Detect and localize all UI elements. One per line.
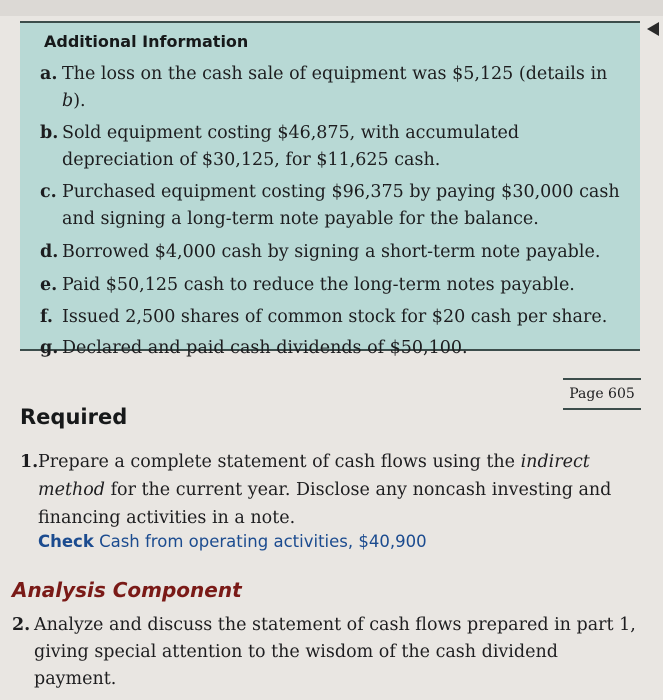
info-item-letter: c. xyxy=(40,182,57,202)
info-title: Additional Information xyxy=(44,32,249,51)
analysis-item-text: Analyze and discuss the statement of cash flows prepared in part 1, giving special attention to the wisdom of the cash dividend payment. xyxy=(34,615,636,689)
required-item-text xyxy=(20,448,620,532)
check-text: Cash from operating activities, $40,900 xyxy=(99,532,427,551)
info-item-a xyxy=(40,61,630,115)
info-item-letter: d. xyxy=(40,242,59,262)
info-item-text: Declared and paid cash dividends of $50,100. xyxy=(62,338,468,358)
required-text-part: for the current year. Disclose any noncash investing and financing activities in a note. xyxy=(38,480,612,528)
required-item-1 xyxy=(20,448,620,532)
info-item-f xyxy=(40,304,630,331)
info-item-text: Sold equipment costing $46,875, with accumulated depreciation of $30,125, for $11,625 cash. xyxy=(62,123,520,170)
required-heading: Required xyxy=(20,405,128,429)
info-item-text: The loss on the cash sale of equipment was $5,125 (details in b). xyxy=(62,64,608,111)
info-item-letter: a. xyxy=(40,64,58,84)
check-label: Check xyxy=(38,532,94,551)
required-text-italic: indirect method xyxy=(38,452,590,500)
page-reference: Page 605 xyxy=(563,378,641,410)
additional-information-box xyxy=(20,21,640,358)
info-item-text: Issued 2,500 shares of common stock for $20 cash per share. xyxy=(62,307,608,327)
analysis-item-2 xyxy=(12,612,642,693)
info-item-c xyxy=(40,179,630,233)
info-item-letter: e. xyxy=(40,275,58,295)
info-item-letter: g. xyxy=(40,338,59,358)
info-item-text: Paid $50,125 cash to reduce the long-term notes payable. xyxy=(62,275,575,295)
info-item-b xyxy=(40,120,630,174)
info-item-letter: b. xyxy=(40,123,59,143)
analysis-item-number: 2. xyxy=(12,615,31,635)
info-item-d xyxy=(40,239,630,266)
info-item-text: Borrowed $4,000 cash by signing a short-term note payable. xyxy=(62,242,601,262)
required-item-number: 1. xyxy=(20,452,39,472)
info-item-letter: f. xyxy=(40,307,53,327)
analysis-heading: Analysis Component xyxy=(12,578,242,602)
info-item-e xyxy=(40,272,630,299)
check-figure xyxy=(38,532,427,551)
page-top-edge xyxy=(0,0,663,16)
info-list xyxy=(40,61,630,362)
collapse-arrow-icon[interactable] xyxy=(647,22,659,36)
info-item-text: Purchased equipment costing $96,375 by paying $30,000 cash and signing a long-term note payable for the balance. xyxy=(62,182,620,229)
required-text-part: Prepare a complete statement of cash flows using the xyxy=(38,452,521,472)
info-item-g xyxy=(40,335,630,362)
